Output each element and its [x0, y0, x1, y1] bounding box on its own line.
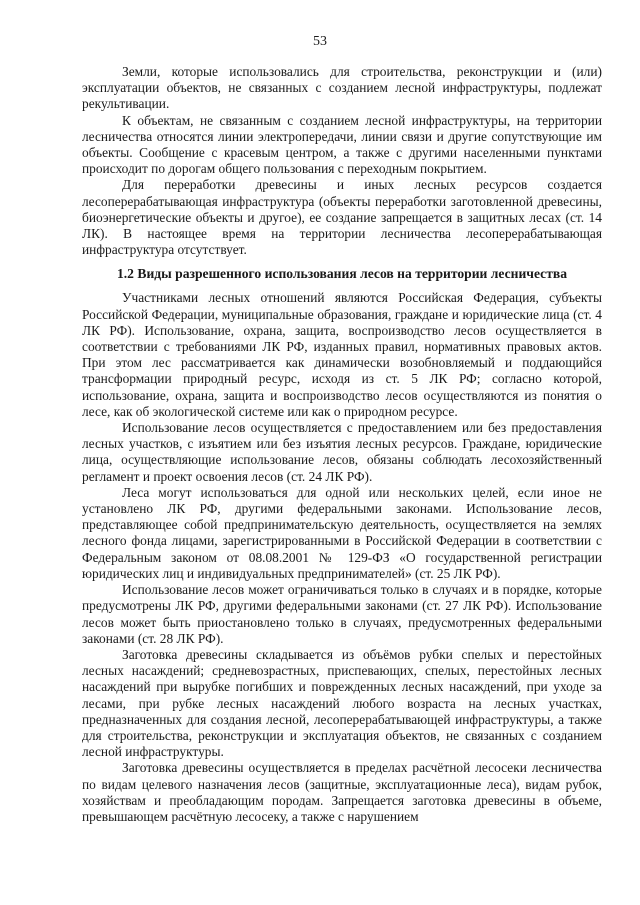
section-heading: 1.2 Виды разрешенного использования лесов на территории лесничества: [116, 266, 568, 282]
paragraph: Леса могут использоваться для одной или нескольких целей, если иное не установлено ЛК РФ, другими федеральными законами. Использование лесов, представляющее собой предпринимательскую деятельность, осуществляется на землях лесного фонда лицами, зарегистрированными в Российской Федерации в соответствии с Федеральным законом от 08.08.2001 № 129-ФЗ «О государственной регистрации юридических лиц и индивидуальных предпринимателей» (ст. 25 ЛК РФ).: [82, 484, 602, 581]
paragraph: Участниками лесных отношений являются Российская Федерация, субъекты Российской Федерации, муниципальные образования, граждане и юридические лица (ст. 4 ЛК РФ). Использование, охрана, защита, воспроизводство лесов осуществляется в соответствии с требованиями ЛК РФ, изданных правил, нормативных правовых актов. При этом лес рассматривается как динамически возобновляемый и поддающийся трансформации природный ресурс, исходя из ст. 5 ЛК РФ; согласно которой, использование, охрана, защита и воспроизводство лесов осуществляются из понятия о лесе, как об экологической системе или как о природном ресурсе.: [82, 290, 602, 419]
page-number: 53: [313, 34, 327, 49]
paragraph: Заготовка древесины осуществляется в пределах расчётной лесосеки лесничества по видам целевого назначения лесов (защитные, эксплуатационные леса), видам рубок, хозяйствам и преобладающим породам. Запрещается заготовка древесины в объеме, превышающем расчётную лесосеку, а также с нарушением: [82, 760, 602, 824]
page-body: [82, 64, 602, 825]
paragraph: Заготовка древесины складывается из объёмов рубки спелых и перестойных лесных насаждений; средневозрастных, приспевающих, спелых, перестойных лесных насаждений при вырубке погибших и поврежденных лесных насаждений, при уходе за лесами, при рубке лесных насаждений любого возраста на лесных участках, предназначенных для создания лесной, лесоперерабатывающей инфраструктуры, а также для строительства, реконструкции и эксплуатация объектов, не связанных с созданием лесной инфраструктуры.: [82, 646, 602, 760]
paragraph: Использование лесов может ограничиваться только в случаях и в порядке, которые предусмотрены ЛК РФ, другими федеральными законами (ст. 27 ЛК РФ). Использование лесов может быть приостановлено только в случаях, предусмотренных федеральными законами (ст. 28 ЛК РФ).: [82, 582, 602, 646]
paragraph: Для переработки древесины и иных лесных ресурсов создается лесоперерабатывающая инфраструктура (объекты переработки заготовленной древесины, биоэнергетические объекты и другое), ее создание запрещается в защитных лесах (ст. 14 ЛК). В настоящее время на территории лесничества лесоперерабатывающая инфраструктура отсутствует.: [82, 177, 602, 258]
paragraph: Использование лесов осуществляется с предоставлением или без предоставления лесных участков, с изъятием или без изъятия лесных ресурсов. Граждане, юридические лица, осуществляющие использование лесов, обязаны соблюдать лесохозяйственный регламент и проект освоения лесов (ст. 24 ЛК РФ).: [82, 420, 602, 484]
paragraph: Земли, которые использовались для строительства, реконструкции и (или) эксплуатации объектов, не связанных с созданием лесной инфраструктуры, подлежат рекультивации.: [82, 64, 602, 112]
paragraph: К объектам, не связанным с созданием лесной инфраструктуры, на территории лесничества относятся линии электропередачи, линии связи и другие сопутствующие им объекты. Сообщение с красевым центром, а также с другими населенными пунктами происходит по дорогам общего пользования с переходным покрытием.: [82, 112, 602, 177]
